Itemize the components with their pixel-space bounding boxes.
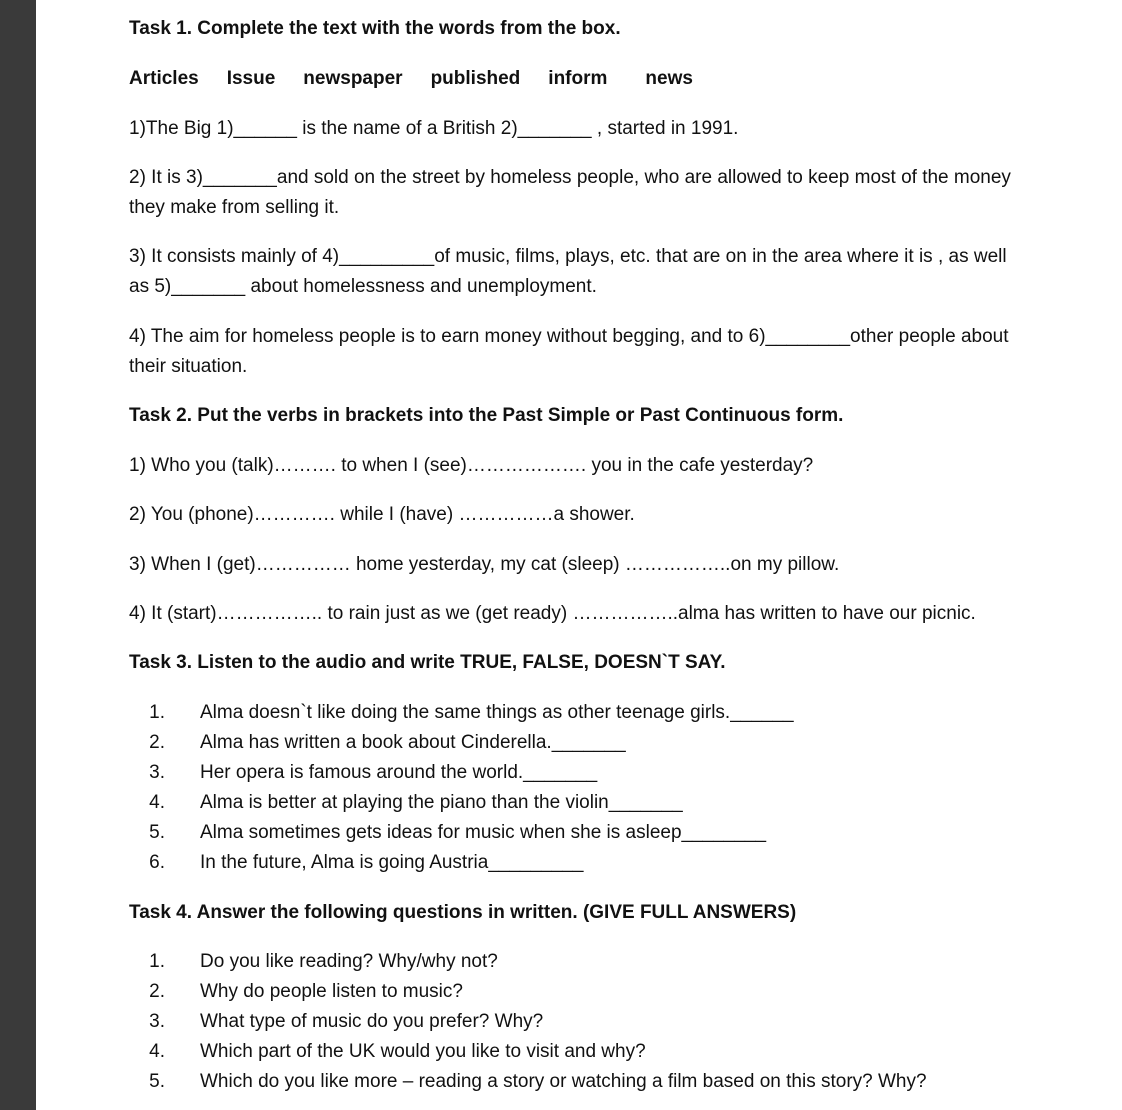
task4-item <box>129 981 463 1003</box>
task1-sentence-3: 3) It consists mainly of 4)_________of music, films, plays, etc. that are on in the area where it is , as well <box>129 246 1007 267</box>
list-number: 4. <box>149 1041 165 1062</box>
word-box <box>129 68 693 90</box>
task3-title: Task 3. Listen to the audio and write TRUE, FALSE, DOESN`T SAY. <box>129 652 726 673</box>
task4-item-text: Which do you like more – reading a story or watching a film based on this story? Why? <box>200 1071 927 1092</box>
word-box-item: Issue <box>226 68 276 89</box>
task3-item-text: Her opera is famous around the world._______ <box>200 762 598 783</box>
task2-item: 4) It (start)…………….. to rain just as we (get ready) ……………..alma has written to have our picnic. <box>129 603 976 624</box>
task1-sentence-2: 2) It is 3)_______and sold on the street by homeless people, who are allowed to keep most of the money <box>129 167 1011 188</box>
word-box-item: Articles <box>129 68 199 89</box>
task3-item <box>129 702 794 724</box>
task2-item: 1) Who you (talk)………. to when I (see)………………. you in the cafe yesterday? <box>129 455 814 476</box>
task2-title: Task 2. Put the verbs in brackets into the Past Simple or Past Continuous form. <box>129 405 844 426</box>
task2-item: 2) You (phone)…………. while I (have) ……………a shower. <box>129 504 635 525</box>
task4-item <box>129 951 498 973</box>
list-number: 2. <box>149 981 165 1002</box>
word-box-item: newspaper <box>303 68 403 89</box>
task4-item-text: What type of music do you prefer? Why? <box>200 1011 544 1032</box>
word-box-item: news <box>645 68 693 89</box>
list-number: 5. <box>149 822 165 843</box>
word-box-item: published <box>430 68 521 89</box>
task1-title: Task 1. Complete the text with the words from the box. <box>129 18 621 39</box>
list-number: 1. <box>149 951 165 972</box>
task3-item <box>129 822 766 844</box>
task4-item <box>129 1041 646 1063</box>
window-left-edge <box>0 0 36 1110</box>
task1-sentence-4-cont: their situation. <box>129 356 248 377</box>
list-number: 4. <box>149 792 165 813</box>
list-number: 2. <box>149 732 165 753</box>
task3-item-text: In the future, Alma is going Austria_________ <box>200 852 584 873</box>
task4-item-text: Why do people listen to music? <box>200 981 463 1002</box>
task1-sentence-2-cont: they make from selling it. <box>129 197 340 218</box>
word-box-item: inform <box>548 68 608 89</box>
task3-item-text: Alma is better at playing the piano than the violin_______ <box>200 792 683 813</box>
task2-item: 3) When I (get)…………… home yesterday, my cat (sleep) ……………..on my pillow. <box>129 554 840 575</box>
task4-item <box>129 1071 927 1093</box>
list-number: 1. <box>149 702 165 723</box>
task3-item <box>129 732 626 754</box>
task1-sentence-3-cont: as 5)_______ about homelessness and unemployment. <box>129 276 597 297</box>
task3-item-text: Alma doesn`t like doing the same things as other teenage girls.______ <box>200 702 794 723</box>
list-number: 5. <box>149 1071 165 1092</box>
task1-sentence-4: 4) The aim for homeless people is to earn money without begging, and to 6)________other people about <box>129 326 1009 347</box>
task4-title: Task 4. Answer the following questions in written. (GIVE FULL ANSWERS) <box>129 902 797 923</box>
task3-item-text: Alma sometimes gets ideas for music when she is asleep________ <box>200 822 767 843</box>
task3-item <box>129 762 597 784</box>
task3-item-text: Alma has written a book about Cinderella._______ <box>200 732 626 753</box>
list-number: 3. <box>149 1011 165 1032</box>
list-number: 6. <box>149 852 165 873</box>
task4-item-text: Do you like reading? Why/why not? <box>200 951 498 972</box>
list-number: 3. <box>149 762 165 783</box>
task3-item <box>129 792 683 814</box>
task4-item <box>129 1011 543 1033</box>
task3-item <box>129 852 583 874</box>
task1-sentence-1: 1)The Big 1)______ is the name of a British 2)_______ , started in 1991. <box>129 118 739 139</box>
task4-item-text: Which part of the UK would you like to visit and why? <box>200 1041 646 1062</box>
